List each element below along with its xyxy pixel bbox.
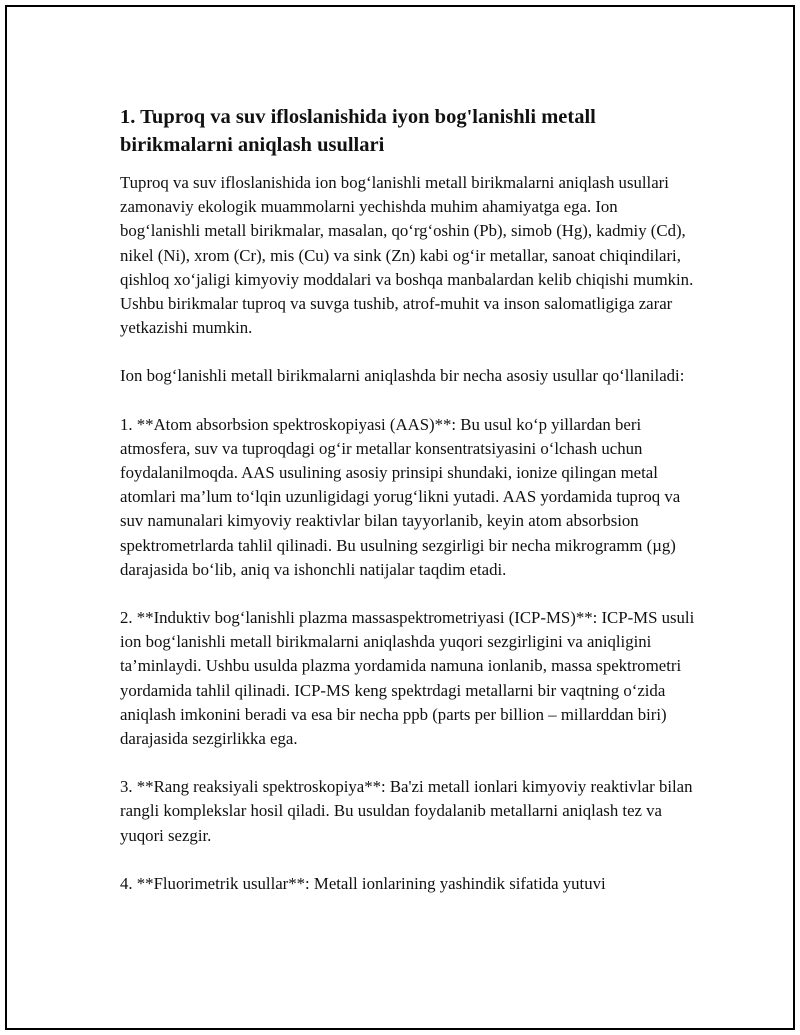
document-title: 1. Tuproq va suv ifloslanishida iyon bog'lanishli metall birikmalarni aniqlash usullari: [120, 106, 596, 156]
paragraph-icp-ms: 2. **Induktiv bog‘lanishli plazma massaspektrometriyasi (ICP-MS)**: ICP-MS usuli ion bog‘lanishli metall birikmalarni aniqlashda yuqori sezgirligini va aniqligini ta’minlaydi. Ushbu usulda plazma yordamida namuna ionlanib, massa spektrometri yordamida tahlil qilinadi. ICP-MS keng spektrdagi metallarni bir vaqtning o‘zida aniqlash imkonini beradi va esa bir necha ppb (parts per billion – millarddan biri) darajasida sezgirlikka ega.: [120, 608, 695, 749]
paragraph-intro: Tuproq va suv ifloslanishida ion bog‘lanishli metall birikmalarni aniqlash usullari zamonaviy ekologik muammolarni yechishda muhim ahamiyatga ega. Ion bog‘lanishli metall birikmalar, masalan, qo‘rg‘oshin (Pb), simob (Hg), kadmiy (Cd), nikel (Ni), xrom (Cr), mis (Cu) va sink (Zn) kabi og‘ir metallar, sanoat chiqindilari, qishloq xo‘jaligi kimyoviy moddalari va boshqa manbalardan kelib chiqishi mumkin. Ushbu birikmalar tuproq va suvga tushib, atrof-muhit va inson salomatligiga zarar yetkazishi mumkin.: [120, 173, 694, 338]
paragraph-methods-intro: Ion bog‘lanishli metall birikmalarni aniqlashda bir necha asosiy usullar qo‘llaniladi:: [120, 366, 685, 386]
page-frame: [5, 5, 795, 1030]
document-body: [120, 103, 695, 920]
paragraph-color-spectroscopy: 3. **Rang reaksiyali spektroskopiya**: Ba'zi metall ionlari kimyoviy reaktivlar bilan rangli komplekslar hosil qiladi. Bu usuldan foydalanib metallarni aniqlash tez va yuqori sezgir.: [120, 777, 693, 845]
paragraph-aas: 1. **Atom absorbsion spektroskopiyasi (AAS)**: Bu usul ko‘p yillardan beri atmosfera, suv va tuproqdagi og‘ir metallar konsentratsiyasini o‘lchash uchun foydalanilmoqda. AAS usulining asosiy prinsipi shundaki, ionize qilingan metal atomlari ma’lum to‘lqin uzunligidagi yorug‘likni yutadi. AAS yordamida tuproq va suv namunalari kimyoviy reaktivlar bilan tayyorlanib, keyin atom absorbsion spektrometrlarda tahlil qilinadi. Bu usulning sezgirligi bir necha mikrogramm (µg) darajasida bo‘lib, aniq va ishonchli natijalar taqdim etadi.: [120, 414, 681, 579]
paragraph-fluorimetric: 4. **Fluorimetrik usullar**: Metall ionlarining yashindik sifatida yutuvi: [120, 873, 606, 893]
